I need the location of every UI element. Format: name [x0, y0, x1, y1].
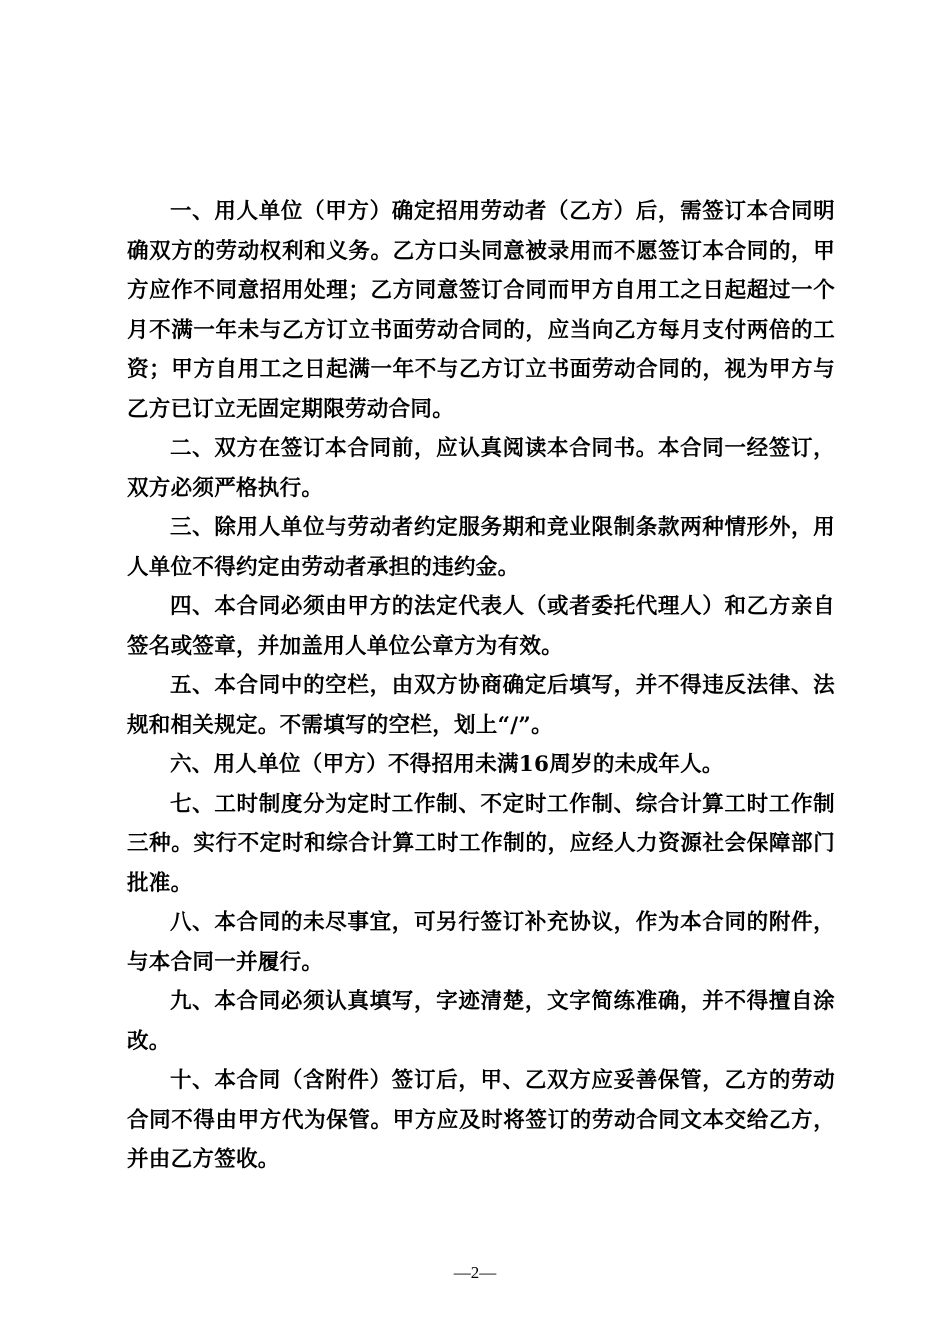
contract-notes-body	[127, 192, 835, 1180]
clause-8: 八、本合同的未尽事宜，可另行签订补充协议，作为本合同的附件，与本合同一并履行。	[127, 910, 835, 975]
page-number: —2—	[453, 1263, 497, 1282]
clause-7: 七、工时制度分为定时工作制、不定时工作制、综合计算工时工作制三种。实行不定时和综合计算工时工作制的，应经人力资源社会保障部门批准。	[127, 791, 835, 896]
clause-5: 五、本合同中的空栏，由双方协商确定后填写，并不得违反法律、法规和相关规定。不需填写的空栏，划上“/”。	[127, 673, 835, 738]
clause-10: 十、本合同（含附件）签订后，甲、乙双方应妥善保管，乙方的劳动合同不得由甲方代为保管。甲方应及时将签订的劳动合同文本交给乙方，并由乙方签收。	[127, 1068, 835, 1172]
clause-2: 二、双方在签订本合同前，应认真阅读本合同书。本合同一经签订，双方必须严格执行。	[127, 436, 835, 501]
clause-4: 四、本合同必须由甲方的法定代表人（或者委托代理人）和乙方亲自签名或签章，并加盖用人单位公章方为有效。	[127, 594, 835, 659]
clause-3: 三、除用人单位与劳动者约定服务期和竞业限制条款两种情形外，用人单位不得约定由劳动者承担的违约金。	[127, 515, 835, 580]
clause-6: 六、用人单位（甲方）不得招用未满16周岁的未成年人。	[170, 752, 724, 777]
clause-1: 一、用人单位（甲方）确定招用劳动者（乙方）后，需签订本合同明确双方的劳动权利和义务。乙方口头同意被录用而不愿签订本合同的，甲方应作不同意招用处理；乙方同意签订合同而甲方自用工之日起超过一个月不满一年未与乙方订立书面劳动合同的，应当向乙方每月支付两倍的工资；甲方自用工之日起满一年不与乙方订立书面劳动合同的，视为甲方与乙方已订立无固定期限劳动合同。	[127, 199, 835, 422]
clause-9: 九、本合同必须认真填写，字迹清楚，文字简练准确，并不得擅自涂改。	[127, 989, 835, 1054]
